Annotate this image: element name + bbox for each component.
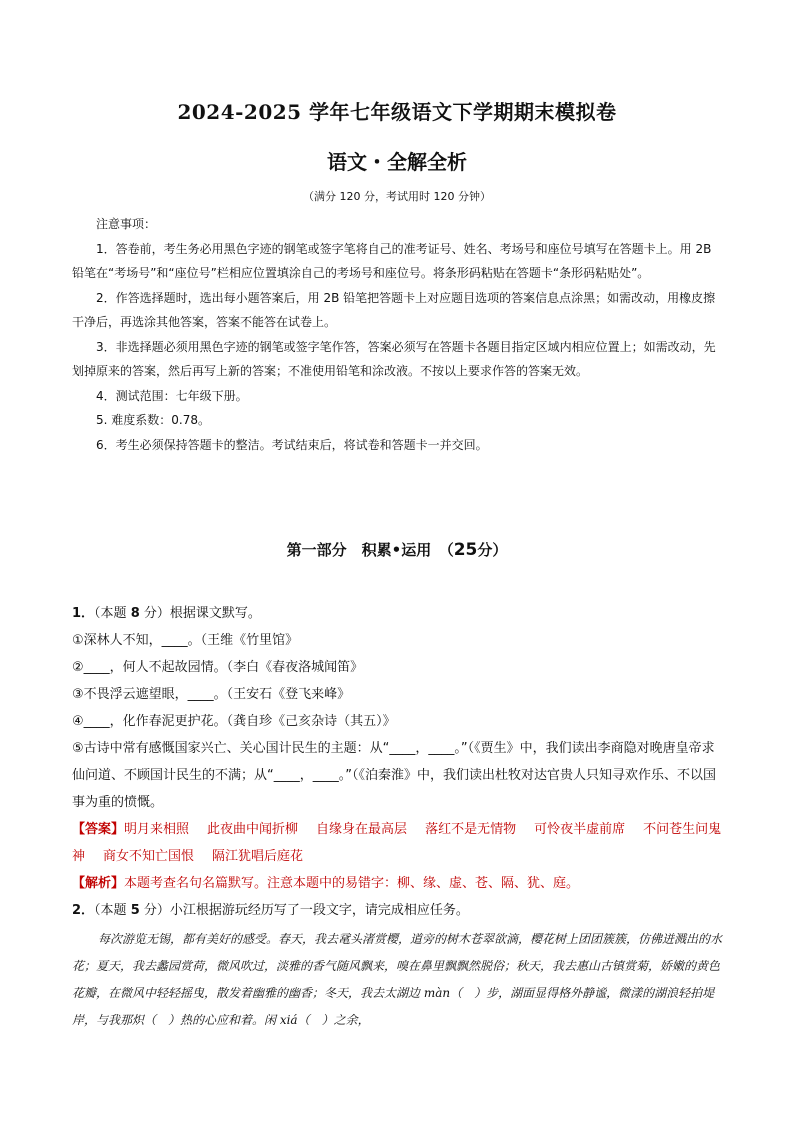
recitation-line: ③不畏浮云遮望眼，____。（王安石《登飞来峰》	[72, 687, 351, 702]
instruction-item: 2．作答选择题时，选出每小题答案后，用 2B 铅笔把答题卡上对应题目选项的答案信息点涂黑；如需改动，用橡皮擦干净后，再选涂其他答案，答案不能答在试卷上。	[72, 290, 716, 329]
instructions-heading: 注意事项：	[96, 217, 157, 231]
question-number: 1．	[72, 606, 95, 621]
answer-item: 可怜夜半虚前席	[534, 822, 626, 837]
score-time-note: （满分 120 分，考试用时 120 分钟）	[303, 190, 491, 203]
part-points: 25	[453, 540, 478, 560]
reading-passage	[72, 926, 724, 1034]
recitation-line: ⑤古诗中常有感慨国家兴亡、关心国计民生的主题：从“____，____。”（《贾生》中，我们读出李商隐对晚唐皇帝求仙问道、不顾国计民生的不满；从“____，____。”（《泊秦淮》中，我们读出杜牧对达官贵人只知寻欢作乐、不以国事为重的愤慨。	[72, 741, 716, 810]
answer-item: 不问苍生问鬼神	[72, 822, 722, 864]
answer-item: 自缘身在最高层	[316, 822, 408, 837]
exam-subtitle: 语文・全解全析	[327, 150, 467, 174]
passage-text: 每次游览无锡，都有美好的感受。春天，我去鼋头渚赏樱，道旁的树木苍翠欲滴，樱花树上团团簇簇，仿佛迸溅出的水花；夏天，我去蠡园赏荷，微风吹过，淡雅的香气随风飘来，嗅在鼻里飘飘然脱俗；秋天，我去惠山古镇赏菊，娇嫩的黄色花瓣，在微风中轻轻摇曳，散发着幽雅的幽香；冬天，我去太湖边 màn（ ）步，湖面显得格外静谧，微漾的湖浪轻拍堤岸，与我那炽（ ）热的心应和着。闲 xiá（ ）之余，	[72, 932, 723, 1027]
instruction-item: 5. 难度系数：0.78。	[96, 413, 210, 427]
exam-title: 2024-2025 学年七年级语文下学期期末模拟卷	[177, 100, 617, 124]
recitation-line: ①深林人不知，____。（王维《竹里馆》	[72, 633, 299, 648]
answer-block	[72, 816, 724, 870]
instruction-item: 3．非选择题必须用黑色字迹的钢笔或签字笔作答，答案必须写在答题卡各题目指定区域内相应位置上；如需改动，先划掉原来的答案，然后再写上新的答案；不准使用铅笔和涂改液。不按以上要求作答的答案无效。	[72, 339, 716, 378]
instruction-item: 1．答卷前，考生务必用黑色字迹的钢笔或签字笔将自己的准考证号、姓名、考场号和座位号填写在答题卡上。用 2B 铅笔在“考场号”和“座位号”栏相应位置填涂自己的考场号和座位号。将条形码粘贴在答题卡“条形码粘贴处”。	[72, 241, 712, 280]
question-stem	[72, 897, 724, 924]
answer-item: 明月来相照	[124, 822, 190, 837]
instructions	[72, 212, 724, 457]
stem-points: 5	[130, 903, 140, 918]
answer-label: 【答案】	[72, 822, 125, 837]
analysis-label: 【解析】	[72, 876, 125, 891]
answer-item: 商女不知亡国恨	[103, 849, 195, 864]
analysis-text: 本题考查名句名篇默写。注意本题中的易错字：柳、缘、虚、苍、隔、犹、庭。	[124, 876, 580, 891]
stem-text: （本题	[94, 903, 131, 918]
question-number: 2．	[72, 903, 95, 918]
part-heading-text: 第一部分 积累•运用 （	[286, 541, 454, 559]
recitation-line: ④____，化作春泥更护花。（龚自珍《己亥杂诗（其五）》	[72, 714, 396, 729]
answer-item: 此夜曲中闻折柳	[207, 822, 299, 837]
instruction-item: 4．测试范围：七年级下册。	[96, 388, 248, 403]
answer-item: 落红不是无情物	[425, 822, 517, 837]
question-stem	[72, 600, 724, 627]
stem-text: （本题	[94, 606, 131, 621]
recitation-line: ②____，何人不起故园情。（李白《春夜洛城闻笛》	[72, 660, 364, 675]
analysis-block	[72, 870, 724, 897]
stem-text: 分）小江根据游玩经历写了一段文字，请完成相应任务。	[139, 903, 469, 918]
answer-item: 隔江犹唱后庭花	[212, 849, 304, 864]
question-1	[72, 600, 724, 924]
part-heading-suffix: 分）	[477, 541, 508, 559]
stem-points: 8	[130, 606, 140, 621]
instruction-item: 6．考生必须保持答题卡的整洁。考试结束后，将试卷和答题卡一并交回。	[96, 437, 488, 452]
stem-text: 分）根据课文默写。	[139, 606, 261, 621]
part-heading	[0, 539, 794, 560]
